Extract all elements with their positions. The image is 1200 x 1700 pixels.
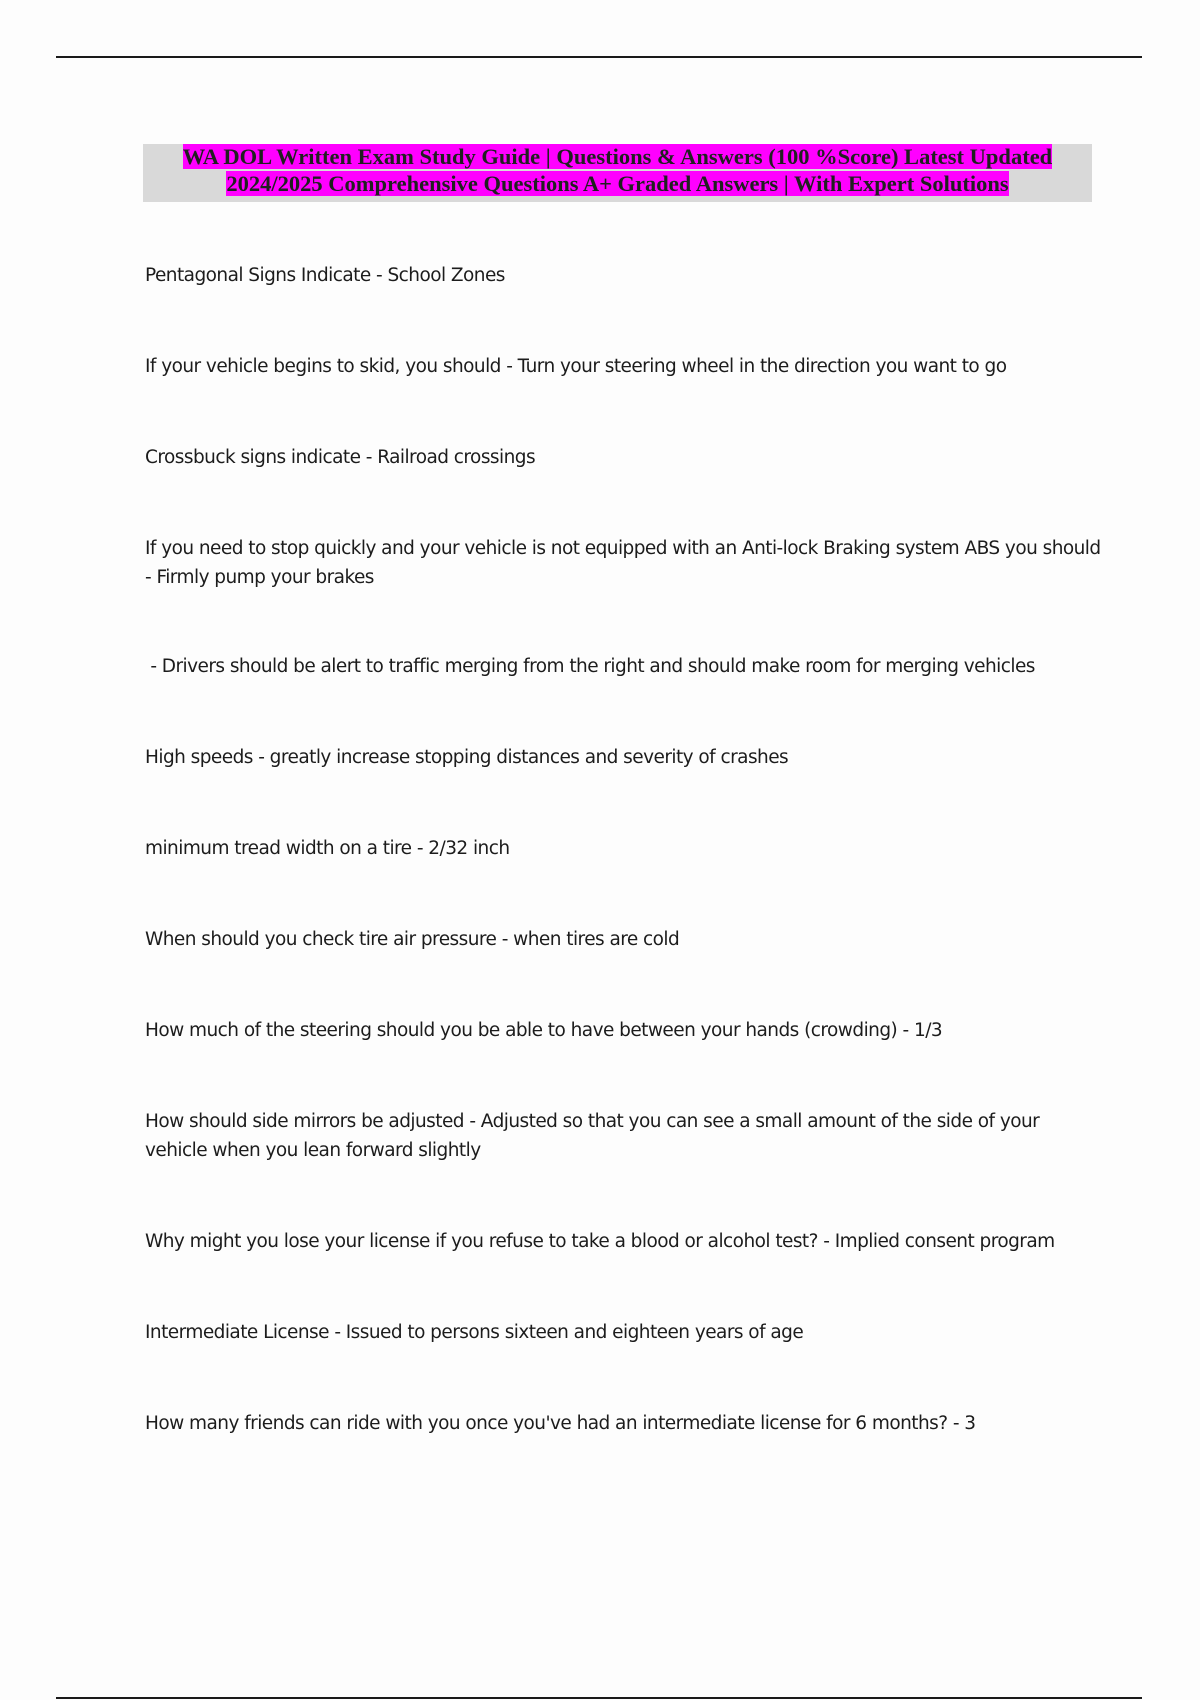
qa-item: Crossbuck signs indicate - Railroad crossings <box>145 447 536 468</box>
document-title <box>143 143 1092 197</box>
qa-item: When should you check tire air pressure - when tires are cold <box>145 929 680 950</box>
qa-item: Pentagonal Signs Indicate - School Zones <box>145 265 505 286</box>
footer-rule <box>56 1697 1142 1699</box>
qa-item: minimum tread width on a tire - 2/32 inch <box>145 838 510 859</box>
qa-item: - Drivers should be alert to traffic merging from the right and should make room for merging vehicles <box>145 656 1035 677</box>
qa-item: High speeds - greatly increase stopping distances and severity of crashes <box>145 747 789 768</box>
qa-item: Why might you lose your license if you refuse to take a blood or alcohol test? - Implied consent program <box>145 1231 1055 1252</box>
qa-item: How much of the steering should you be able to have between your hands (crowding) - 1/3 <box>145 1020 943 1041</box>
qa-item: If your vehicle begins to skid, you should - Turn your steering wheel in the direction you want to go <box>145 356 1007 377</box>
title-text: WA DOL Written Exam Study Guide | Questions & Answers (100 %Score) Latest Updated 2024/2025 Comprehensive Questions A+ Graded Answers | With Expert Solutions <box>182 144 1053 196</box>
qa-item: Intermediate License - Issued to persons sixteen and eighteen years of age <box>145 1322 804 1343</box>
header-rule <box>56 56 1142 58</box>
qa-item: How should side mirrors be adjusted - Adjusted so that you can see a small amount of the side of your vehicle when you lean forward slightly <box>145 1111 1040 1161</box>
qa-item: How many friends can ride with you once you've had an intermediate license for 6 months? - 3 <box>145 1413 976 1434</box>
qa-item: If you need to stop quickly and your vehicle is not equipped with an Anti-lock Braking system ABS you should - Firmly pump your brakes <box>145 538 1101 588</box>
